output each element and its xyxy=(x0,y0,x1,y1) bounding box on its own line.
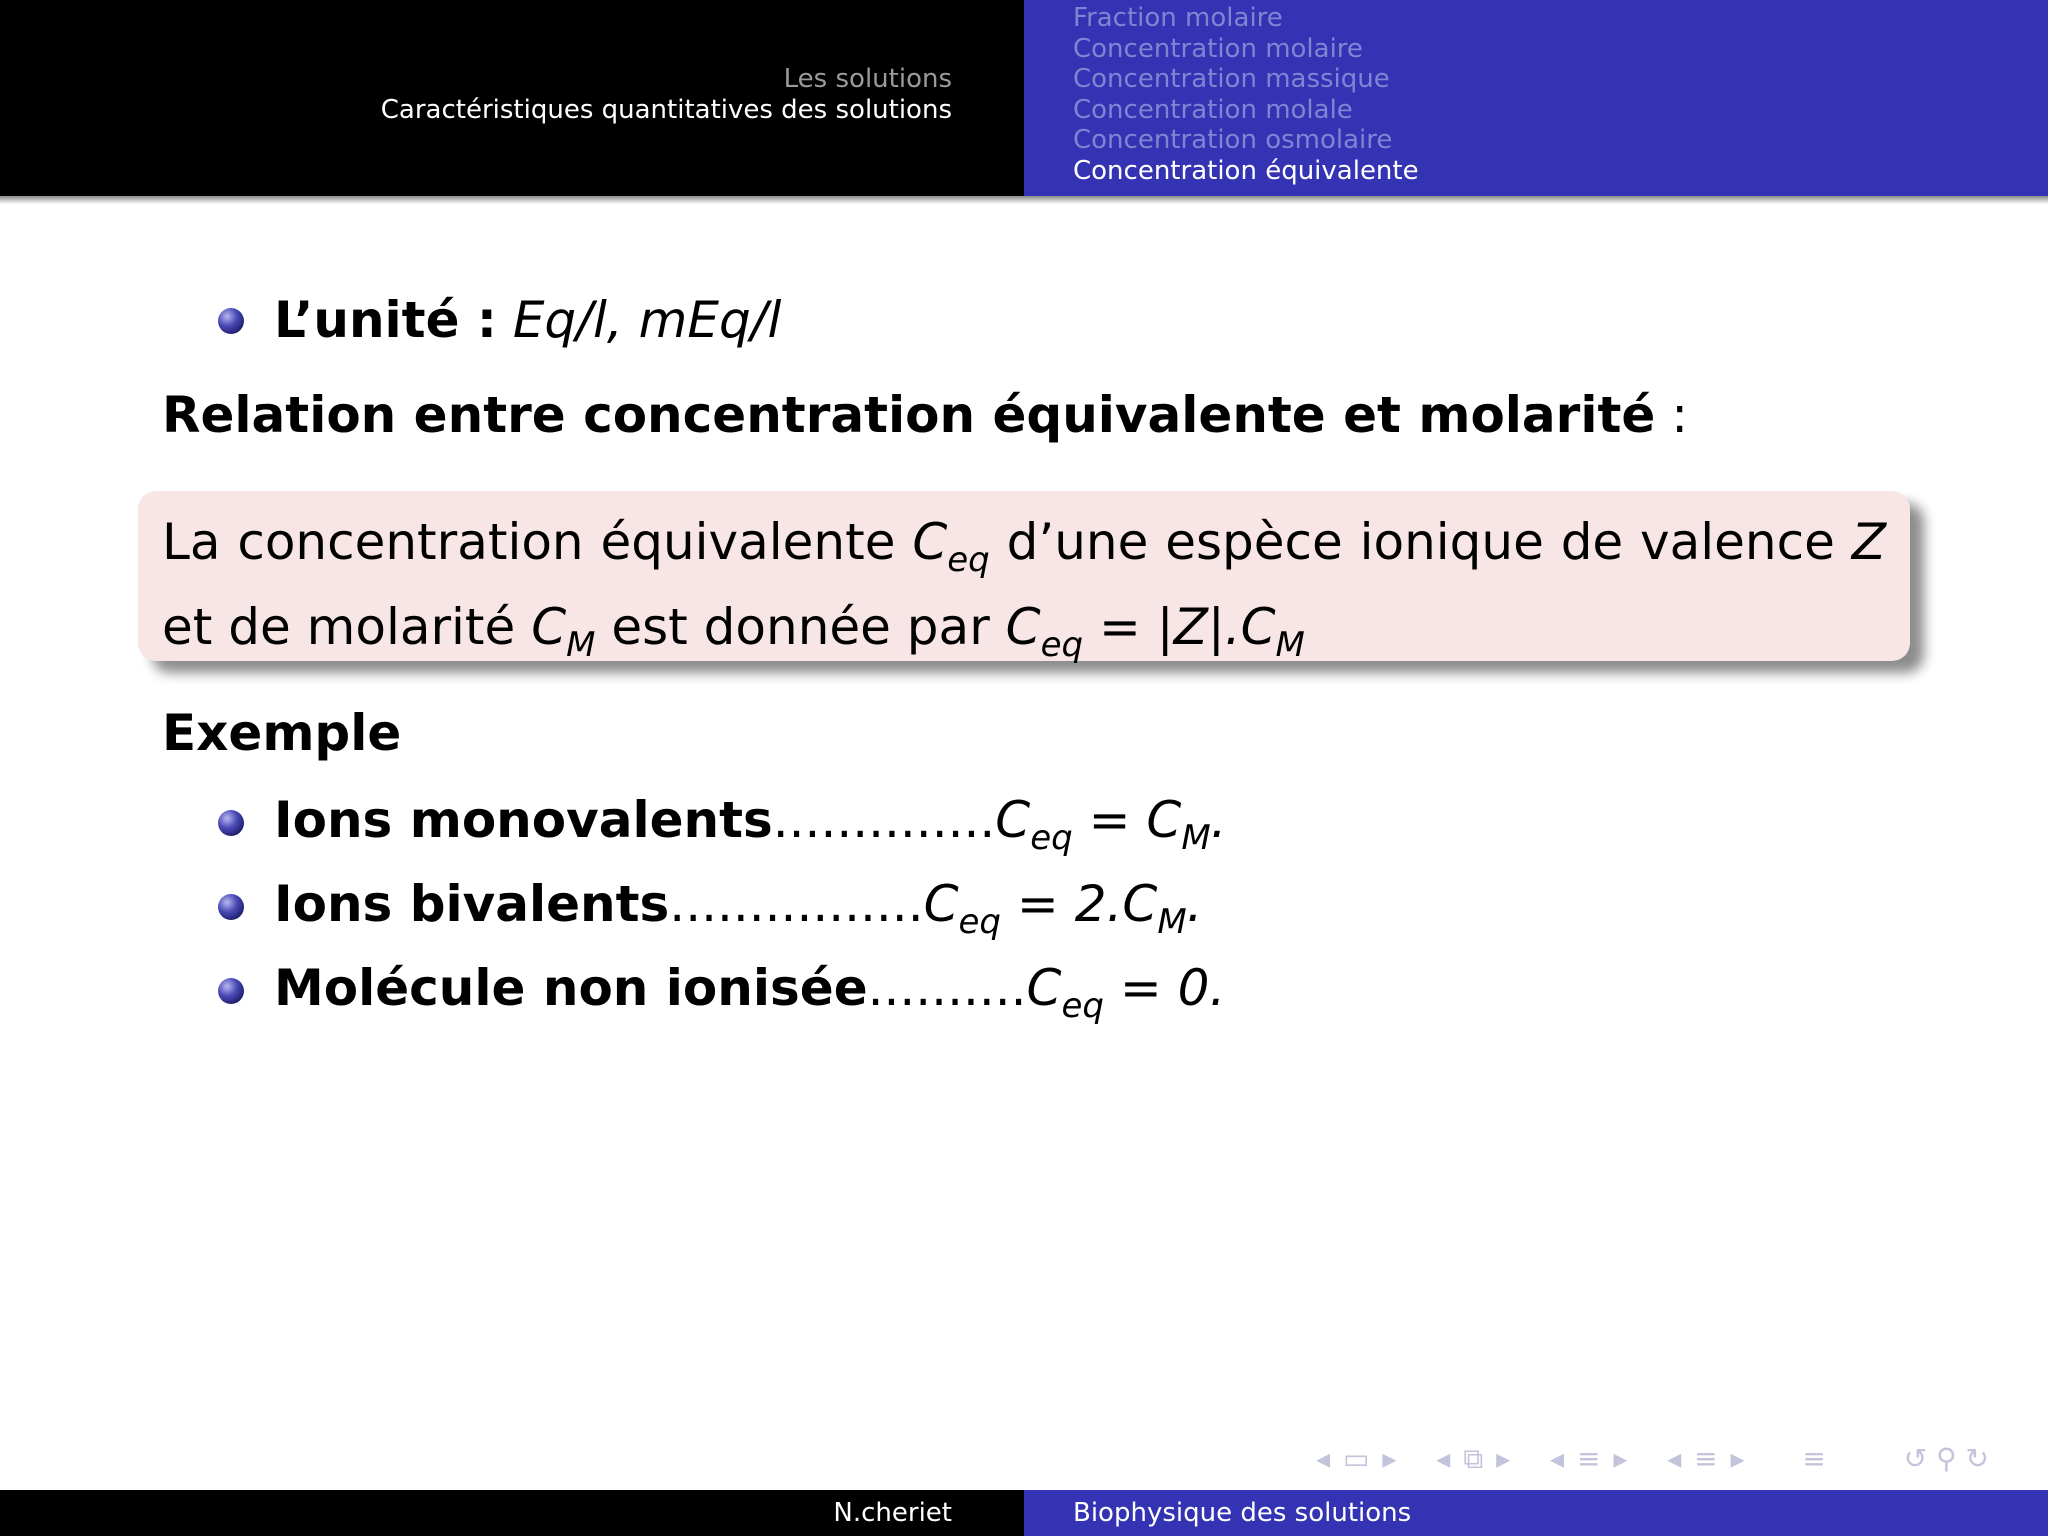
nav-next-document-icon[interactable]: ▸ xyxy=(1730,1442,1745,1475)
math-subscript: M xyxy=(566,624,596,665)
nav-item-fraction-molaire[interactable]: Fraction molaire xyxy=(1073,3,1283,33)
document-icon[interactable]: ≡ xyxy=(1694,1442,1718,1475)
unit-line xyxy=(274,290,781,350)
example-item xyxy=(274,958,1225,1036)
exemple-title: Exemple xyxy=(162,704,402,762)
frame-icon[interactable]: ▭ xyxy=(1342,1442,1370,1475)
theorem-text xyxy=(162,509,1886,679)
math-z: Z xyxy=(1851,513,1886,571)
forward-icon[interactable]: ↻ xyxy=(1965,1442,1989,1475)
nav-prev-frame-icon[interactable]: ◂ xyxy=(1316,1442,1331,1475)
example-formula xyxy=(1026,959,1226,1026)
beamer-navigation xyxy=(1316,1442,1989,1478)
footer-left xyxy=(0,1490,1024,1536)
math-subscript: eq xyxy=(1061,985,1104,1026)
nav-item-concentration-massique[interactable]: Concentration massique xyxy=(1073,64,1390,94)
header-right-panel xyxy=(1024,0,2048,196)
nav-item-concentration-molaire[interactable]: Concentration molaire xyxy=(1073,33,1363,64)
header-shadow xyxy=(0,196,2048,204)
subsection-title[interactable]: Caractéristiques quantitatives des solutions xyxy=(380,95,952,125)
math-symbol: C xyxy=(995,791,1031,849)
nav-next-frame-icon[interactable]: ▸ xyxy=(1382,1442,1397,1475)
header-left-panel xyxy=(0,0,1024,196)
nav-item-concentration-molale[interactable]: Concentration molale xyxy=(1073,94,1353,125)
math-subscript: eq xyxy=(958,901,1002,942)
theorem-text-part: et de molarité xyxy=(162,597,516,656)
math-subscript: M xyxy=(1157,901,1187,942)
math-subscript: M xyxy=(1181,817,1211,858)
slide-header xyxy=(0,0,2048,196)
nav-prev-document-icon[interactable]: ◂ xyxy=(1667,1442,1682,1475)
bullet-icon xyxy=(218,894,244,920)
math-symbol: C xyxy=(531,597,567,656)
nav-next-section-icon[interactable]: ▸ xyxy=(1613,1442,1628,1475)
math-subscript: eq xyxy=(1040,624,1084,665)
example-dots: .......... xyxy=(867,959,1027,1017)
math-symbol: C xyxy=(912,513,948,571)
subsection-icon[interactable]: ⧉ xyxy=(1463,1442,1484,1475)
nav-prev-section-icon[interactable]: ◂ xyxy=(1549,1442,1565,1475)
bullet-icon xyxy=(218,810,244,836)
section-title[interactable]: Les solutions xyxy=(783,64,952,94)
math-formula-rhs: = |Z|.C xyxy=(1098,597,1276,656)
relation-title: Relation entre concentration équivalente et molarité xyxy=(162,386,1656,444)
search-icon[interactable]: ⚲ xyxy=(1936,1442,1957,1475)
math-end: . xyxy=(1210,791,1227,849)
theorem-text-part: d’une espèce ionique de valence xyxy=(1006,513,1835,571)
footer-author: N.cheriet xyxy=(833,1498,952,1528)
frame-navigation xyxy=(1073,3,1419,186)
theorem-text-part: est donnée par xyxy=(611,597,990,656)
nav-item-concentration-osmolaire[interactable]: Concentration osmolaire xyxy=(1073,125,1393,155)
example-item xyxy=(274,790,1227,868)
example-dots: .............. xyxy=(772,791,996,849)
footer-right xyxy=(1024,1490,2048,1536)
example-formula xyxy=(995,791,1227,858)
relation-heading xyxy=(162,385,1688,445)
section-icon[interactable]: ≡ xyxy=(1576,1442,1601,1475)
math-end: . xyxy=(1186,875,1203,933)
back-icon[interactable]: ↺ xyxy=(1903,1442,1928,1475)
example-label: Molécule non ionisée xyxy=(274,959,868,1017)
math-rhs: = 2.C xyxy=(1016,875,1158,933)
example-label: Ions monovalents xyxy=(274,791,773,849)
outline-icon[interactable]: ≡ xyxy=(1802,1442,1826,1475)
math-subscript: eq xyxy=(1030,817,1073,858)
math-subscript: M xyxy=(1275,624,1305,665)
unit-label: L’unité : xyxy=(274,291,497,349)
math-symbol: C xyxy=(923,875,959,933)
unit-values: Eq/l, mEq/l xyxy=(512,291,782,349)
math-symbol: C xyxy=(1026,959,1062,1017)
math-formula xyxy=(1005,597,1305,665)
nav-item-concentration-equivalente[interactable]: Concentration équivalente xyxy=(1073,155,1419,186)
theorem-text-part: La concentration équivalente xyxy=(162,513,896,571)
math-cm xyxy=(531,597,596,665)
math-ceq xyxy=(912,513,990,580)
example-item xyxy=(274,874,1203,952)
theorem-block xyxy=(138,491,1910,665)
bullet-icon xyxy=(218,978,244,1004)
bullet-icon xyxy=(218,308,244,334)
nav-next-subsection-icon[interactable]: ▸ xyxy=(1496,1442,1511,1475)
math-rhs: = 0. xyxy=(1119,959,1226,1017)
nav-prev-subsection-icon[interactable]: ◂ xyxy=(1436,1442,1451,1475)
math-subscript: eq xyxy=(947,539,990,580)
example-dots: ................ xyxy=(669,875,924,933)
footer-title: Biophysique des solutions xyxy=(1073,1498,1412,1528)
math-symbol: C xyxy=(1005,597,1041,656)
math-rhs: = C xyxy=(1088,791,1182,849)
example-label: Ions bivalents xyxy=(274,875,670,933)
example-formula xyxy=(923,875,1203,942)
relation-colon: : xyxy=(1671,386,1689,444)
